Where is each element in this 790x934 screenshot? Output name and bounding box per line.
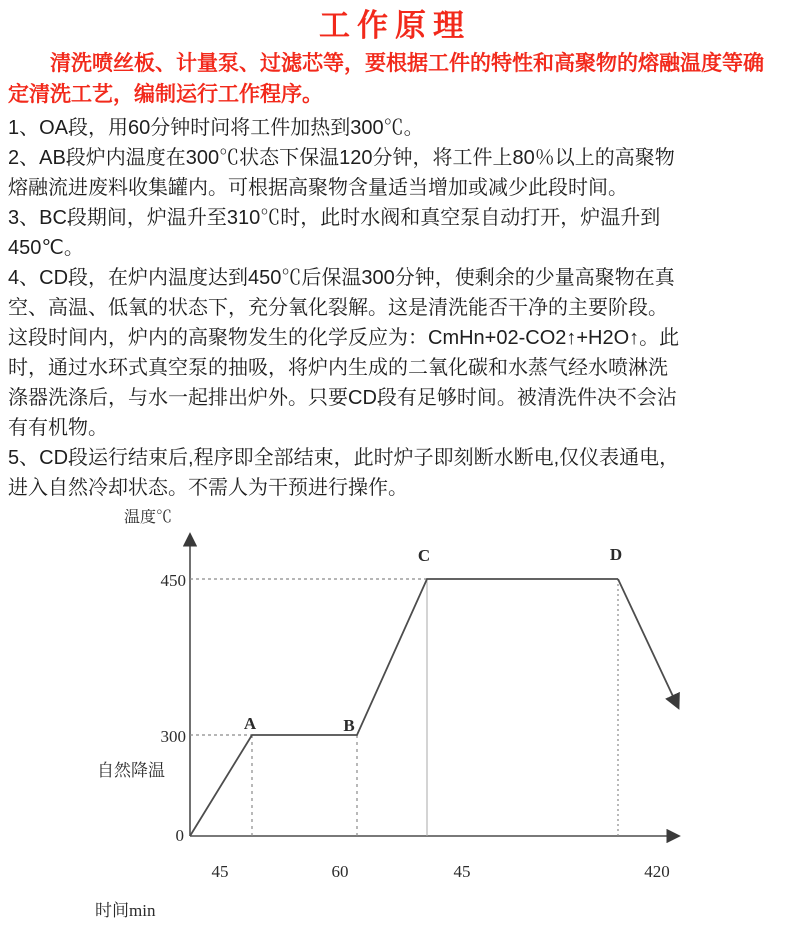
document-page [0, 7, 790, 927]
point-label-b: B [343, 716, 355, 735]
point-label-c: C [417, 546, 431, 565]
page-title: 工作原理 [319, 8, 471, 43]
body-line: 1、OA段，用60分钟时问将工件加热到300℃。 [8, 117, 424, 139]
x-axis-label: 时间min [95, 901, 156, 920]
body-line: 有有机物。 [8, 417, 108, 439]
body-line: 涤器洗涤后，与水一起排出炉外。只要CD段有足够时间。被清洗件决不会沾 [8, 387, 677, 409]
body-line: 4、CD段，在炉内温度达到450℃后保温300分钟，使剩余的少量高聚物在真 [8, 267, 675, 289]
body-line: 熔融流进废料收集罐内。可根据高聚物含量适当增加或减少此段时间。 [8, 177, 628, 199]
intro-paragraph: 清洗喷丝板、计量泵、过滤芯等，要根据工件的特性和高聚物的熔融温度等确定清洗工艺，编制运行工作程序。 [8, 52, 764, 106]
cooling-arrow [618, 579, 678, 707]
temperature-time-chart [0, 509, 790, 934]
x-label-oa: 45 [211, 862, 229, 881]
y-tick-450: 450 [160, 571, 186, 590]
body-text [8, 113, 784, 503]
body-line: 2、AB段炉内温度在300℃状态下保温120分钟，将工件上80％以上的高聚物 [8, 147, 675, 169]
temperature-curve [190, 579, 618, 836]
body-line: 空、高温、低氧的状态下，充分氧化裂解。这是清洗能否干净的主要阶段。 [8, 297, 668, 319]
point-label-d: D [609, 545, 623, 564]
chart-svg [0, 509, 790, 929]
point-label-a: A [243, 714, 257, 733]
y-tick-300: 300 [160, 727, 186, 746]
x-label-ab: 60 [331, 862, 349, 881]
y-tick-0: 0 [175, 826, 184, 845]
x-label-cd: 420 [644, 862, 670, 881]
body-line: 450℃。 [8, 237, 84, 259]
body-line: 5、CD段运行结束后,程序即全部结束，此时炉子即刻断水断电,仅仪表通电， [8, 447, 680, 469]
body-line: 时，通过水环式真空泵的抽吸，将炉内生成的二氧化碳和水蒸气经水喷淋洗 [8, 357, 668, 379]
body-line: 这段时间内，炉内的高聚物发生的化学反应为：CmHn+02-CO2↑+H2O↑。此 [8, 327, 680, 349]
body-line: 3、BC段期间，炉温升至310℃时，此时水阀和真空泵自动打开，炉温升到 [8, 207, 661, 229]
cooling-annotation: 自然降温 [97, 761, 165, 780]
body-line: 进入自然冷却状态。不需人为干预进行操作。 [8, 477, 408, 499]
x-label-bc: 45 [453, 862, 471, 881]
y-axis-label: 温度℃ [124, 509, 173, 526]
